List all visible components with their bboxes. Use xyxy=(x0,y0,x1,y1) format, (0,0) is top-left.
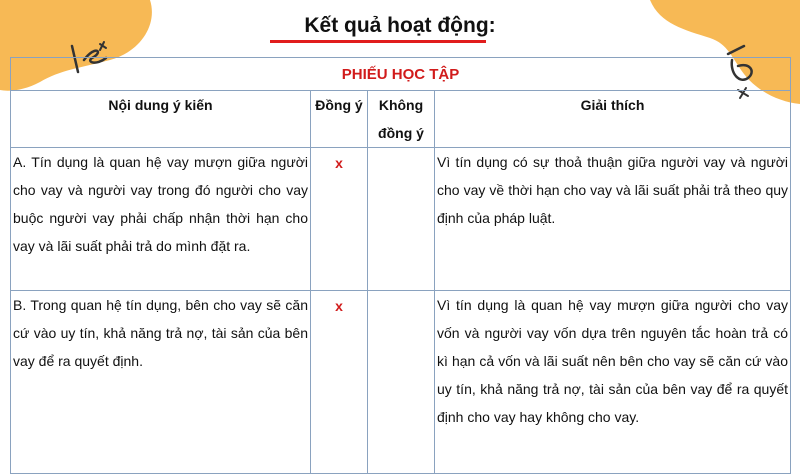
row-explain: Vì tín dụng có sự thoả thuận giữa người vay và người cho vay về thời hạn cho vay và lãi suất phải trả theo quy định của pháp luật. xyxy=(435,148,791,291)
row-disagree-mark xyxy=(368,148,435,291)
header-content: Nội dung ý kiến xyxy=(11,91,311,148)
row-agree-mark: x xyxy=(311,291,368,474)
row-agree-mark: x xyxy=(311,148,368,291)
worksheet-table xyxy=(10,57,791,474)
row-content: A. Tín dụng là quan hệ vay mượn giữa người cho vay và người vay trong đó người cho vay buộc người vay phải chấp nhận thời hạn cho vay và lãi suất phải trả do mình đặt ra. xyxy=(11,148,311,291)
table-row xyxy=(11,148,791,291)
page-title: Kết quả hoạt động: xyxy=(304,14,496,37)
sheet-title: PHIẾU HỌC TẬP xyxy=(11,58,791,91)
header-agree: Đồng ý xyxy=(311,91,368,148)
title-underline xyxy=(270,40,486,43)
row-content: B. Trong quan hệ tín dụng, bên cho vay sẽ căn cứ vào uy tín, khả năng trả nợ, tài sản của bên vay để ra quyết định. xyxy=(11,291,311,474)
row-explain: Vì tín dụng là quan hệ vay mượn giữa người cho vay vốn và người vay vốn dựa trên nguyên tắc hoàn trả có kì hạn cả vốn và lãi suất nên bên cho vay sẽ căn cứ vào uy tín, khả năng trả nợ, tài sản của bên vay để ra quyết định cho vay hay không cho vay. xyxy=(435,291,791,474)
header-disagree xyxy=(368,91,435,148)
header-disagree-line1: Không xyxy=(378,97,424,113)
header-explain: Giải thích xyxy=(435,91,791,148)
row-disagree-mark xyxy=(368,291,435,474)
header-disagree-line2: đồng ý xyxy=(378,125,424,141)
table-row xyxy=(11,291,791,474)
